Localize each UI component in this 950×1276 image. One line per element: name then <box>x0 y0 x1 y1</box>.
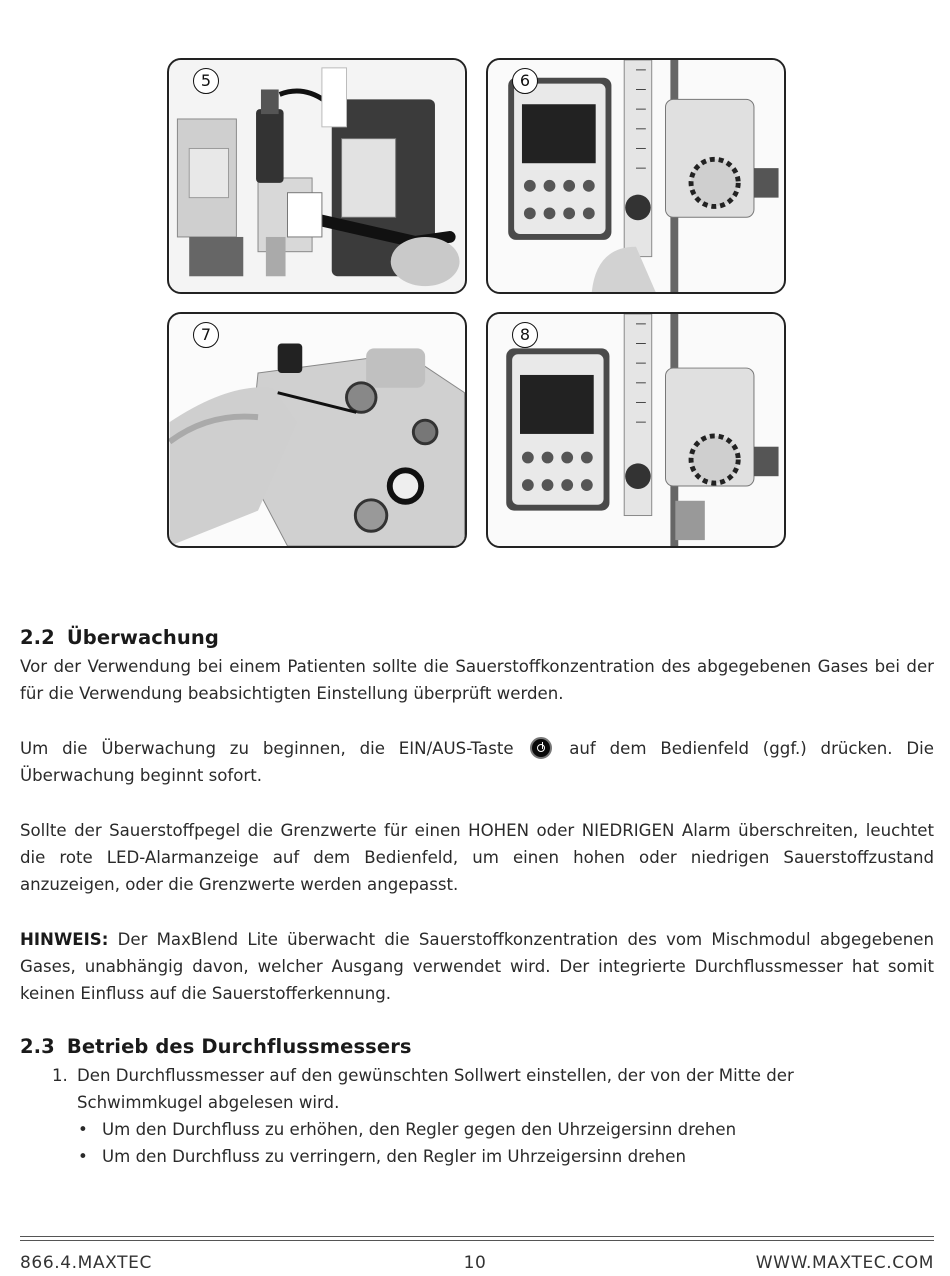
section-title: Überwachung <box>66 626 219 649</box>
figure-7 <box>167 312 467 548</box>
paragraph-text-after: auf dem Bedienfeld (ggf.) drücken. Die Überwachung beginnt sofort. <box>20 739 934 785</box>
figure-5 <box>167 58 467 294</box>
section-number: 2.3 <box>20 1035 55 1058</box>
figure-7-badge: 7 <box>193 322 219 348</box>
section-2-2-heading <box>20 626 934 649</box>
footer-divider-bottom <box>20 1240 934 1241</box>
power-button-icon <box>530 737 552 759</box>
figure-6-badge: 6 <box>512 68 538 94</box>
footer-website: WWW.MAXTEC.COM <box>755 1253 934 1273</box>
step-text-line-2: Schwimmkugel abgelesen wird. <box>77 1093 340 1112</box>
bullet-marker: • <box>78 1147 88 1166</box>
paragraph-text-before: Um die Überwachung zu beginnen, die EIN/AUS-Taste <box>20 739 514 758</box>
section-title: Betrieb des Durchflussmessers <box>66 1035 412 1058</box>
bullet-marker: • <box>78 1120 88 1139</box>
figure-5-illustration <box>169 60 465 292</box>
note-paragraph <box>20 926 934 1007</box>
paragraph-start-monitoring <box>20 735 934 789</box>
note-label: HINWEIS: <box>20 930 109 949</box>
section-2-3-heading <box>20 1035 934 1058</box>
page-number: 10 <box>463 1253 487 1273</box>
step-number: 1. <box>52 1066 68 1085</box>
figure-7-illustration <box>169 314 465 546</box>
figure-6-illustration <box>488 60 784 292</box>
step-text-line-1: Den Durchflussmesser auf den gewünschten Sollwert einstellen, der von der Mitte der <box>77 1066 794 1085</box>
figure-5-badge: 5 <box>193 68 219 94</box>
bullet-item-decrease: Um den Durchfluss zu verringern, den Regler im Uhrzeigersinn drehen <box>102 1147 687 1166</box>
paragraph-intro: Vor der Verwendung bei einem Patienten sollte die Sauerstoffkonzentration des abgegebenen Gases bei der für die Verwendung beabsichtigten Einstellung überprüft werden. <box>20 657 934 703</box>
paragraph-alarm: Sollte der Sauerstoffpegel die Grenzwerte für einen HOHEN oder NIEDRIGEN Alarm überschreiten, leuchtet die rote LED-Alarmanzeige auf dem Bedienfeld, um einen hohen oder niedrigen Sauerstoffzustand anzuzeigen, oder die Grenzwerte werden angepasst. <box>20 821 934 894</box>
figure-8-badge: 8 <box>512 322 538 348</box>
figure-8-illustration <box>488 314 784 546</box>
footer-phone: 866.4.MAXTEC <box>20 1253 152 1273</box>
footer-divider-top <box>20 1236 934 1237</box>
section-number: 2.2 <box>20 626 55 649</box>
note-text: Der MaxBlend Lite überwacht die Sauerstoffkonzentration des vom Mischmodul abgegebenen Gases, unabhängig davon, welcher Ausgang verwendet wird. Der integrierte Durchflussmesser hat somit keinen Einfluss auf die Sauerstofferkennung. <box>20 930 934 1003</box>
bullet-item-increase: Um den Durchfluss zu erhöhen, den Regler gegen den Uhrzeigersinn drehen <box>102 1120 737 1139</box>
figure-6 <box>486 58 786 294</box>
figure-8 <box>486 312 786 548</box>
